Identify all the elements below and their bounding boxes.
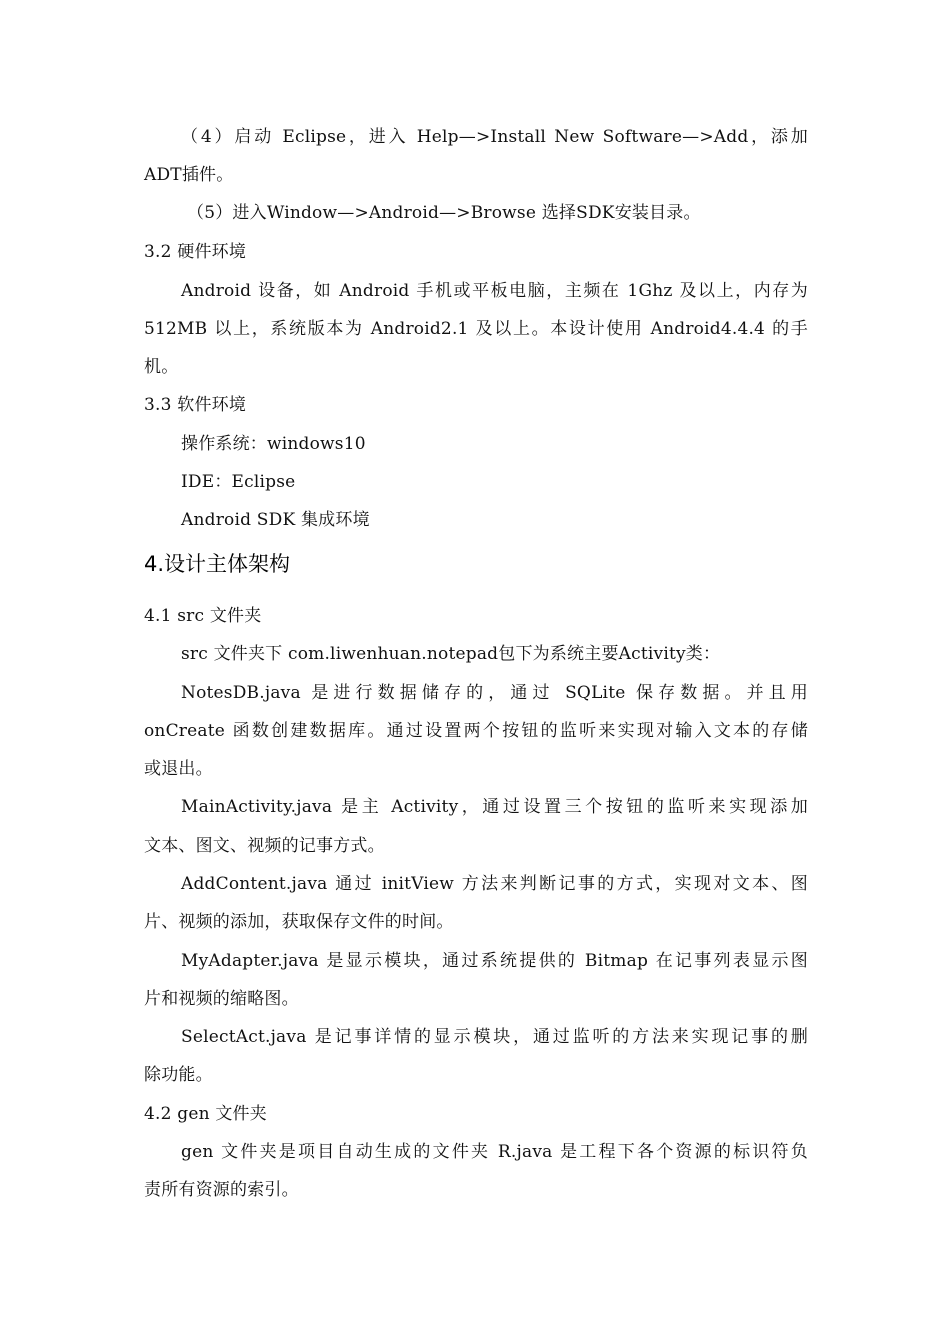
paragraph-line: 机。 <box>144 357 179 377</box>
paragraph-line: 除功能。 <box>144 1065 213 1085</box>
paragraph-line: 片、视频的添加，获取保存文件的时间。 <box>144 912 454 932</box>
paragraph-line: 或退出。 <box>144 759 213 779</box>
paragraph-line: 片和视频的缩略图。 <box>144 989 299 1009</box>
paragraph-line: （5）进入Window—>Android—>Browse 选择SDK安装目录。 <box>187 203 701 223</box>
paragraph-line: （4）启动 Eclipse，进入 Help—>Install New Software—>Add，添加 <box>181 127 808 147</box>
section-heading: 4.2 gen 文件夹 <box>144 1104 267 1124</box>
paragraph-line: onCreate 函数创建数据库。通过设置两个按钮的监听来实现对输入文本的存储 <box>144 721 808 741</box>
paragraph-line: MyAdapter.java 是显示模块，通过系统提供的 Bitmap 在记事列表显示图 <box>181 951 808 971</box>
section-heading: 3.3 软件环境 <box>144 395 247 415</box>
paragraph-line: 512MB 以上，系统版本为 Android2.1 及以上。本设计使用 Android4.4.4 的手 <box>144 319 808 339</box>
paragraph-line: SelectAct.java 是记事详情的显示模块，通过监听的方法来实现记事的删 <box>181 1027 808 1047</box>
paragraph-line: ADT插件。 <box>144 165 234 185</box>
paragraph-line: gen 文件夹是项目自动生成的文件夹 R.java 是工程下各个资源的标识符负 <box>181 1142 808 1162</box>
section-heading: 4.1 src 文件夹 <box>144 606 262 626</box>
paragraph-line: NotesDB.java 是进行数据储存的，通过 SQLite 保存数据。并且用 <box>181 683 808 703</box>
paragraph-line: Android SDK 集成环境 <box>181 510 370 530</box>
paragraph-line: 责所有资源的索引。 <box>144 1180 299 1200</box>
paragraph-line: 操作系统：windows10 <box>181 434 366 454</box>
paragraph-line: MainActivity.java 是主 Activity，通过设置三个按钮的监听来实现添加 <box>181 797 808 817</box>
paragraph-line: IDE：Eclipse <box>181 472 296 492</box>
section-heading: 3.2 硬件环境 <box>144 242 247 262</box>
chapter-heading: 4.设计主体架构 <box>144 552 291 576</box>
paragraph-line: Android 设备，如 Android 手机或平板电脑，主频在 1Ghz 及以上，内存为 <box>181 281 808 301</box>
paragraph-line: src 文件夹下 com.liwenhuan.notepad包下为系统主要Activity类： <box>181 644 721 664</box>
paragraph-line: 文本、图文、视频的记事方式。 <box>144 836 385 856</box>
paragraph-line: AddContent.java 通过 initView 方法来判断记事的方式，实现对文本、图 <box>181 874 808 894</box>
